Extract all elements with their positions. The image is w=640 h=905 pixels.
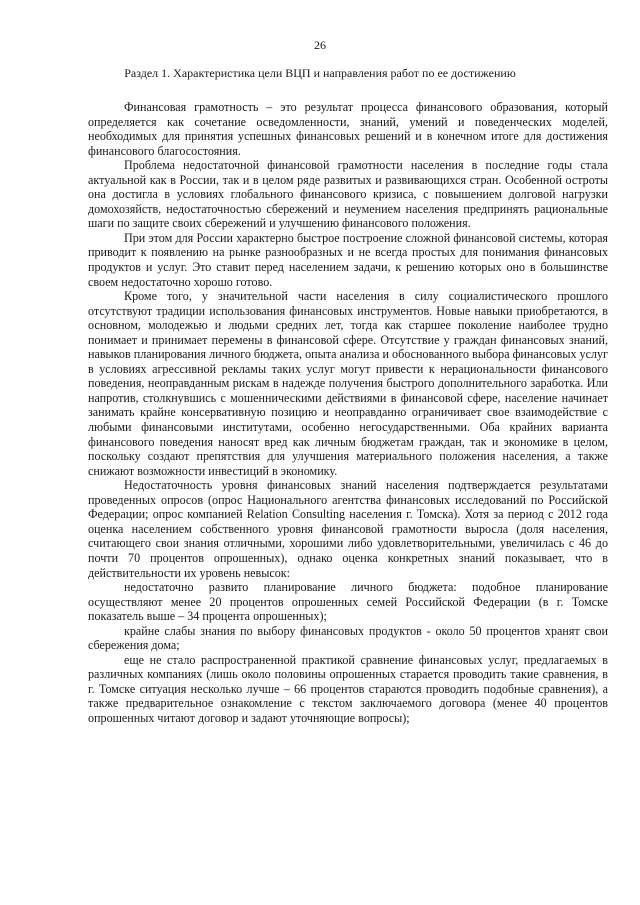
section-title: Раздел 1. Характеристика цели ВЦП и направления работ по ее достижению — [124, 66, 516, 80]
paragraph-traditions: Кроме того, у значительной части населения в силу социалистического прошлого отсутствуют традиции использования финансовых инструментов. Новые навыки приобретаются, в основном, молодежью и людьми средних лет, тогда как старшее поколение наиболее трудно понимает и принимает перемены в финансовой сфере. Отсутствие у граждан финансовых знаний, навыков планирования личного бюджета, опыта анализа и обоснованного выбора финансовых услуг в условиях агрессивной рекламы таких услуг могут привести к нерациональности финансового поведения, неоправданным рискам в надежде получения быстрого дополнительного заработка. Или напротив, столкнувшись с мошенническими действиями в финансовой сфере, население начинает занимать крайне консервативную позицию и неоправданно ограничивает свое взаимодействие с любыми финансовыми институтами, особенно негосударственными. Оба крайних варианта финансового поведения наносят вред как личным бюджетам граждан, так и экономике в целом, поскольку создают препятствия для улучшения материального положения населения, а также снижают возможности инвестиций в экономику. — [88, 289, 608, 478]
paragraph-russia-system: При этом для России характерно быстрое построение сложной финансовой системы, которая приводит к появлению на рынке разнообразных и не всегда простых для понимания финансовых продуктов и услуг. Это ставит перед населением задачи, к решению которых оно в большинстве своем недостаточно хорошо готово. — [88, 230, 608, 289]
list-item-product-choice: крайне слабы знания по выбору финансовых продуктов - около 50 процентов хранят свои сбережения дома; — [88, 623, 608, 653]
paragraph-problem: Проблема недостаточной финансовой грамотности населения в последние годы стала актуальной как в России, так и в целом ряде развитых и развивающихся стран. Особенной остроты она достигла в условиях глобального финансового кризиса, с повышением долговой нагрузки домохозяйств, недостаточностью сбережений и неумением населения предпринять рациональные шаги по защите своих сбережений и улучшению финансового положения. — [88, 158, 608, 231]
body-text — [88, 100, 608, 726]
paragraph-definition: Финансовая грамотность – это результат процесса финансового образования, который определяется как сочетание осведомленности, знаний, умений и поведенческих моделей, необходимых для принятия успешных финансовых решений и в конечном итоге для достижения финансового благосостояния. — [88, 100, 608, 158]
paragraph-surveys: Недостаточность уровня финансовых знаний населения подтверждается результатами проведенных опросов (опрос Национального агентства финансовых исследований по Российской Федерации; опрос компанией Relation Consulting населения г. Томска). Хотя за период с 2012 года оценка населением собственного уровня финансовой грамотности выросла (доля населения, считающего свои знания отличными, хорошими либо удовлетворительными, увеличилась с 46 до почти 70 процентов опрошенных), однако оценка конкретных знаний показывает, что в действительности их уровень невысок: — [88, 478, 608, 580]
list-item-service-comparison: еще не стало распространенной практикой сравнение финансовых услуг, предлагаемых в различных компаниях (лишь около половины опрошенных старается проводить такие сравнения, в г. Томске ситуация несколько лучше – 66 процентов стараются проводить подобные сравнения), а также предварительное ознакомление с текстом заключаемого договора (менее 40 процентов опрошенных читают договор и задают уточняющие вопросы); — [88, 652, 608, 725]
page-number: 26 — [314, 38, 326, 52]
list-item-budget-planning: недостаточно развито планирование личного бюджета: подобное планирование осуществляют менее 20 процентов опрошенных семей Российской Федерации (в г. Томске показатель выше – 34 процента опрошенных); — [88, 580, 608, 624]
